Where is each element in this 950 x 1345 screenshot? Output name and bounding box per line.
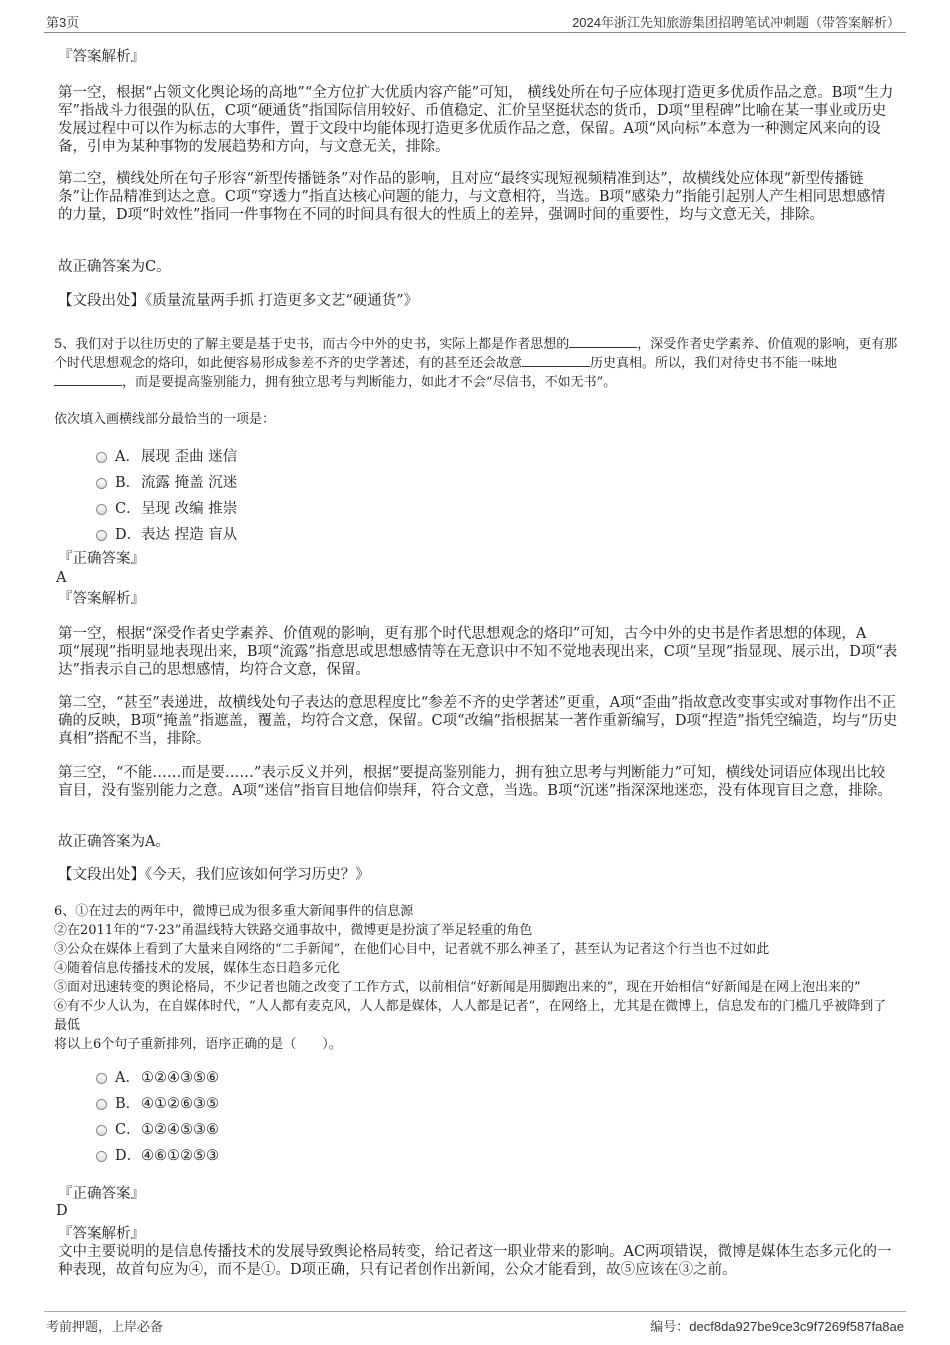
radio-icon[interactable] (96, 504, 107, 515)
page-number: 第3页 (46, 15, 80, 30)
q5-analysis-para1: 第一空，根据“深受作者史学素养、价值观的影响，更有那个时代思想观念的烙印”可知，古今中外的史书是作者思想的体现，A项“展现”指明显地表现出来，B项“流露”指意思或思想感情等在无意识中不知不觉地表现出来，C项“呈现”指显现、展示出，D项“表达”指表示自己的思想感情，均符合文意，保留。 (58, 626, 898, 678)
q5-option-d[interactable] (96, 523, 237, 544)
q6-option-c[interactable] (96, 1118, 219, 1139)
radio-icon[interactable] (96, 530, 107, 541)
page-header (44, 10, 906, 33)
q4-conclusion-wrap (58, 258, 898, 276)
q5-analysis-para3: 第三空，“不能……而是要……”表示反义并列，根据“要提高鉴别能力，拥有独立思考与判断能力”可知，横线处词语应体现出比较盲目，没有鉴别能力之意。A项“迷信”指盲目地信仰崇拜，符合文意，当选。B项“沉迷”指深深地迷恋，没有体现盲目之意，排除。 (58, 765, 892, 799)
q6-analysis: 文中主要说明的是信息传播技术的发展导致舆论格局转变，给记者这一职业带来的影响。AC两项错误，微博是媒体生态多元化的一种表现，故首句应为④，而不是①。D项正确，只有记者创作出新闻，公众才能看到，故⑤应该在③之前。 (58, 1244, 892, 1278)
q6-analysis-title-wrap (58, 1225, 898, 1243)
q5-option-b[interactable] (96, 471, 237, 492)
option-key: C． (115, 1122, 141, 1138)
q5-analysis-para2-wrap (58, 694, 898, 748)
radio-icon[interactable] (96, 1073, 107, 1084)
option-text: ①②④⑤③⑥ (141, 1122, 219, 1138)
q5-answer-title: 『正确答案』 (58, 551, 145, 567)
q5-analysis-para1-wrap (58, 625, 898, 679)
q5-answer-wrap (56, 569, 896, 587)
q6-answer: D (56, 1203, 68, 1219)
option-key: B． (115, 475, 141, 491)
q4-analysis-para2-wrap (58, 170, 898, 224)
blank-line (54, 373, 122, 386)
q5-prompt: 依次填入画横线部分最恰当的一项是： (54, 412, 276, 427)
q6-prompt: 将以上6个句子重新排列，语序正确的是（ ）。 (54, 1037, 342, 1052)
q6-option-a[interactable] (96, 1066, 219, 1087)
option-text: ①②④③⑤⑥ (141, 1070, 219, 1086)
page-footer (44, 1311, 906, 1334)
q5-stem-wrap (54, 335, 898, 392)
q5-answer-title-wrap (58, 550, 898, 568)
q5-prompt-wrap (54, 410, 894, 429)
q5-analysis-para3-wrap (58, 764, 898, 800)
q6-stem-wrap (54, 902, 898, 1054)
q4-conclusion: 故正确答案为C。 (58, 259, 171, 275)
q5-conclusion-wrap (58, 833, 898, 851)
q6-option-b[interactable] (96, 1092, 219, 1113)
q5-conclusion: 故正确答案为A。 (58, 834, 170, 850)
q5-option-c[interactable] (96, 497, 237, 518)
option-key: D． (115, 1148, 142, 1164)
option-text: ④①②⑥③⑤ (141, 1096, 219, 1112)
q5-answer: A (56, 570, 67, 586)
q6-line: ④随着信息传播技术的发展，媒体生态日趋多元化 (54, 961, 341, 976)
radio-icon[interactable] (96, 478, 107, 489)
q4-analysis-title: 『答案解析』 (58, 49, 145, 65)
q5-stem (54, 335, 898, 392)
q5-source: 【文段出处】《今天，我们应该如何学习历史？》 (58, 867, 370, 883)
q6-line: ⑤面对迅速转变的舆论格局，不少记者也随之改变了工作方式，以前相信“好新闻是用脚跑出来的”，现在开始相信“好新闻是在网上泡出来的” (54, 980, 861, 995)
q4-analysis-para1: 第一空，根据“占领文化舆论场的高地”“全方位扩大优质内容产能”可知， 横线处所在句子应体现打造更多优质作品之意。B项“生力军”指战斗力很强的队伍，C项“硬通货”指国际信用较好、币值稳定、汇价呈坚挺状态的货币，D项“里程碑”比喻在某一事业或历史发展过程中可以作为标志的大事件，置于文段中均能体现打造更多优质作品之意，保留。A项“风向标”本意为一种测定风来向的设备，引申为某种事物的发展趋势和方向，与文意无关，排除。 (58, 85, 894, 155)
option-key: B． (115, 1096, 141, 1112)
q6-answer-wrap (56, 1202, 896, 1220)
q6-line: 6、①在过去的两年中，微博已成为很多重大新闻事件的信息源 (54, 904, 414, 919)
q6-line: ②在2011年的“7·23”甬温线特大铁路交通事故中，微博更是扮演了举足轻重的角色 (54, 923, 533, 938)
blank-line (522, 354, 590, 367)
q4-analysis-para2: 第二空，横线处所在句子形容“新型传播链条”对作品的影响，且对应“最终实现短视频精准到达”，故横线处应体现“新型传播链条”让作品精准到达之意。C项“穿透力”指直达核心问题的能力，与文意相符，当选。B项“感染力”指能引起别人产生相同思想感情的力量，D项“时效性”指同一件事物在不同的时间具有很大的性质上的差异，强调时间的重要性，均与文意无关，排除。 (58, 171, 886, 223)
q4-source: 【文段出处】《质量流量两手抓 打造更多文艺“硬通货”》 (58, 293, 419, 309)
document-title: 2024年浙江先知旅游集团招聘笔试冲刺题（带答案解析） (572, 15, 900, 30)
q6-line: ③公众在媒体上看到了大量来自网络的“二手新闻”，在他们心目中，记者就不那么神圣了，甚至认为记者这个行当也不过如此 (54, 942, 770, 957)
q5-option-a[interactable] (96, 445, 237, 466)
q6-answer-title: 『正确答案』 (58, 1186, 145, 1202)
option-text: 表达 捏造 盲从 (141, 527, 238, 543)
q6-analysis-title: 『答案解析』 (58, 1226, 145, 1242)
q4-analysis-title-wrap (58, 48, 898, 66)
option-key: D． (115, 527, 142, 543)
footer-slogan: 考前押题，上岸必备 (46, 1319, 164, 1334)
radio-icon[interactable] (96, 1125, 107, 1136)
option-key: A． (115, 449, 140, 465)
q5-stem-c: 历史真相。所以，我们对待史书不能一味地 (590, 356, 838, 371)
q6-answer-title-wrap (58, 1185, 898, 1203)
q5-analysis-title-wrap (58, 590, 898, 608)
q4-source-wrap (58, 292, 898, 310)
q6-line: ⑥有不少人认为，在自媒体时代，“人人都有麦克风，人人都是媒体，人人都是记者”，在网络上，尤其是在微博上，信息发布的门槛几乎被降到了最低 (54, 999, 887, 1033)
q5-stem-b: ，深受作者史学素养、价值观的影响，更有那个时代思想观念的烙印，如此便容易形成参差不齐的史学著述，有的甚至还会故意 (54, 337, 898, 371)
q5-analysis-para2: 第二空，“甚至”表递进，故横线处句子表达的意思程度比“参差不齐的史学著述”更重，A项“歪曲”指故意改变事实或对事物作出不正确的反映，B项“掩盖”指遮盖，覆盖，均符合文意，保留。C项“改编”指根据某一著作重新编写，D项“捏造”指凭空编造，均与“历史真相”搭配不当，排除。 (58, 695, 898, 747)
radio-icon[interactable] (96, 1099, 107, 1110)
q6-option-d[interactable] (96, 1144, 219, 1165)
option-text: 展现 歪曲 迷信 (141, 449, 238, 465)
q4-analysis-para1-wrap (58, 84, 898, 156)
option-text: 呈现 改编 推崇 (141, 501, 238, 517)
option-key: A． (115, 1070, 140, 1086)
option-key: C． (115, 501, 141, 517)
radio-icon[interactable] (96, 452, 107, 463)
document-id: 编号：decf8da927be9ce3c9f7269f587fa8ae (650, 1319, 904, 1334)
q5-stem-d: ，而是要提高鉴别能力，拥有独立思考与判断能力，如此才不会“尽信书，不如无书”。 (122, 375, 617, 390)
option-text: ④⑥①②⑤③ (141, 1148, 219, 1164)
q5-source-wrap (58, 866, 898, 884)
radio-icon[interactable] (96, 1151, 107, 1162)
option-text: 流露 掩盖 沉迷 (141, 475, 238, 491)
q5-stem-a: 5、我们对于以往历史的了解主要是基于史书，而古今中外的史书，实际上都是作者思想的 (54, 337, 570, 352)
q6-analysis-wrap (58, 1243, 898, 1279)
q5-analysis-title: 『答案解析』 (58, 591, 145, 607)
blank-line (569, 335, 637, 348)
